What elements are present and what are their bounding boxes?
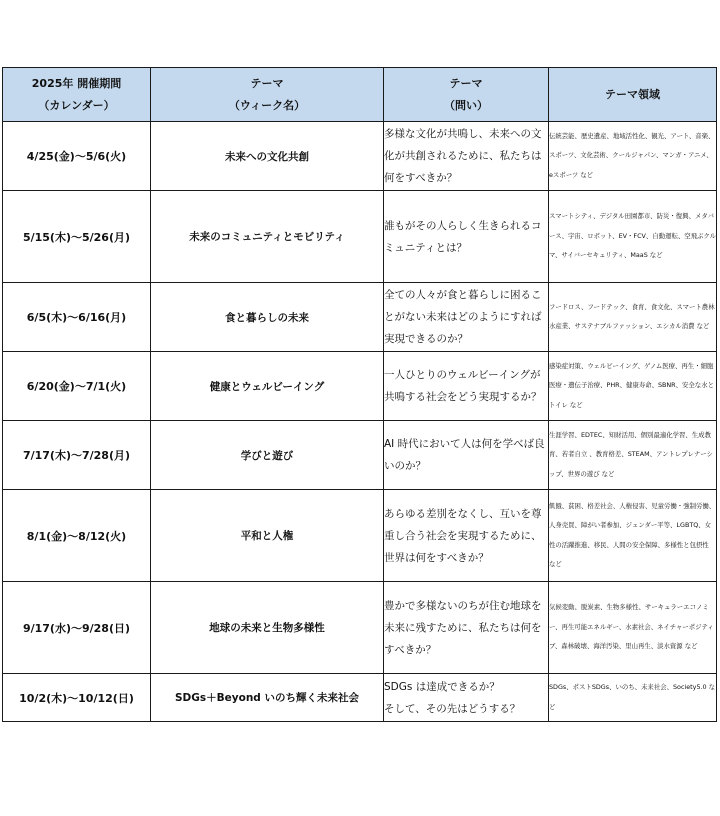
week-name-cell: 健康とウェルビーイング — [151, 352, 384, 421]
header-question — [384, 68, 549, 122]
header-period-line1: 2025年 開催期間 — [31, 76, 122, 90]
question-cell: あらゆる差別をなくし、互いを尊重し合う社会を実現するために、世界は何をすべきか？ — [384, 490, 549, 582]
header-theme-area: テーマ領域 — [549, 68, 717, 122]
table-row — [3, 122, 717, 191]
theme-week-schedule-table — [2, 67, 717, 722]
theme-area-cell: 気候変動、脱炭素、生物多様性、サーキュラーエコノミー、再生可能エネルギー、水素社会、ネイチャーポジティブ、森林破壊、海洋汚染、里山再生、淡水資源 など — [549, 582, 717, 674]
table-row — [3, 421, 717, 490]
question-cell: AI 時代において人は何を学べば良いのか？ — [384, 421, 549, 490]
theme-area-cell: 飢餓、貧困、格差社会、人権侵害、児童労働・強制労働、人身売買、障がい者参加、ジェンダー平等、LGBTQ、女性の活躍推進、移民、人間の安全保障、多様性と包摂性 など — [549, 490, 717, 582]
table-row — [3, 191, 717, 283]
theme-area-cell: 伝統芸能、歴史遺産、地域活性化、観光、アート、音楽、スポーツ、文化芸術、クールジャパン、マンガ・アニメ、eスポーツ など — [549, 122, 717, 191]
week-name-cell: 未来のコミュニティとモビリティ — [151, 191, 384, 283]
period-cell: 5/15(木)〜5/26(月) — [3, 191, 151, 283]
week-name-cell: 食と暮らしの未来 — [151, 283, 384, 352]
header-question-line1: テーマ — [449, 76, 483, 90]
week-name-cell: 平和と人権 — [151, 490, 384, 582]
theme-area-cell: 生涯学習、EDTEC、知財活用、個別最適化学習、生成教育、若者自立 、教育格差、STEAM、アントレプレナーシップ、世界の遊び など — [549, 421, 717, 490]
theme-area-cell: フードロス、フードテック、食育、食文化、スマート農林水産業、サステナブルファッション、エシカル消費 など — [549, 283, 717, 352]
period-cell: 6/5(木)〜6/16(月) — [3, 283, 151, 352]
table-row — [3, 674, 717, 722]
table-header-row — [3, 68, 717, 122]
header-week-line1: テーマ — [250, 76, 284, 90]
question-cell: 全ての人々が食と暮らしに困ることがない未来はどのようにすれば実現できるのか？ — [384, 283, 549, 352]
header-question-line2: （問い） — [444, 98, 488, 112]
week-name-cell: SDGs＋Beyond いのち輝く未来社会 — [151, 674, 384, 722]
period-cell: 6/20(金)〜7/1(火) — [3, 352, 151, 421]
question-cell: 誰もがその人らしく生きられるコミュニティとは？ — [384, 191, 549, 283]
header-week-line2: （ウィーク名） — [228, 98, 306, 112]
theme-area-cell: 感染症対策、ウェルビーイング、ゲノム医療、再生・細胞医療・遺伝子治療、PHR、健康寿命、SBNR、安全な水とトイレ など — [549, 352, 717, 421]
theme-area-cell: スマートシティ、デジタル田園都市、防災・復興、メタバース、宇宙、ロボット、EV・FCV、自動運転、空飛ぶクルマ、サイバーセキュリティ、MaaS など — [549, 191, 717, 283]
table-row — [3, 582, 717, 674]
question-cell: SDGs は達成できるか？ そして、その先はどうする？ — [384, 674, 549, 722]
table-row — [3, 490, 717, 582]
header-period-line2: （カレンダー） — [38, 98, 115, 112]
week-name-cell: 未来への文化共創 — [151, 122, 384, 191]
theme-area-cell: SDGs、ポストSDGs、いのち、未来社会、Society5.0 など — [549, 674, 717, 722]
period-cell: 10/2(木)〜10/12(日) — [3, 674, 151, 722]
period-cell: 4/25(金)〜5/6(火) — [3, 122, 151, 191]
period-cell: 9/17(水)〜9/28(日) — [3, 582, 151, 674]
period-cell: 8/1(金)〜8/12(火) — [3, 490, 151, 582]
table-row — [3, 283, 717, 352]
question-cell: 一人ひとりのウェルビーイングが共鳴する社会をどう実現するか？ — [384, 352, 549, 421]
week-name-cell: 学びと遊び — [151, 421, 384, 490]
header-period — [3, 68, 151, 122]
table-row — [3, 352, 717, 421]
period-cell: 7/17(木)〜7/28(月) — [3, 421, 151, 490]
header-week-name — [151, 68, 384, 122]
question-cell: 豊かで多様ないのちが住む地球を未来に残すために、私たちは何をすべきか？ — [384, 582, 549, 674]
week-name-cell: 地球の未来と生物多様性 — [151, 582, 384, 674]
question-cell: 多様な文化が共鳴し、未来への文化が共創されるために、私たちは何をすべきか？ — [384, 122, 549, 191]
